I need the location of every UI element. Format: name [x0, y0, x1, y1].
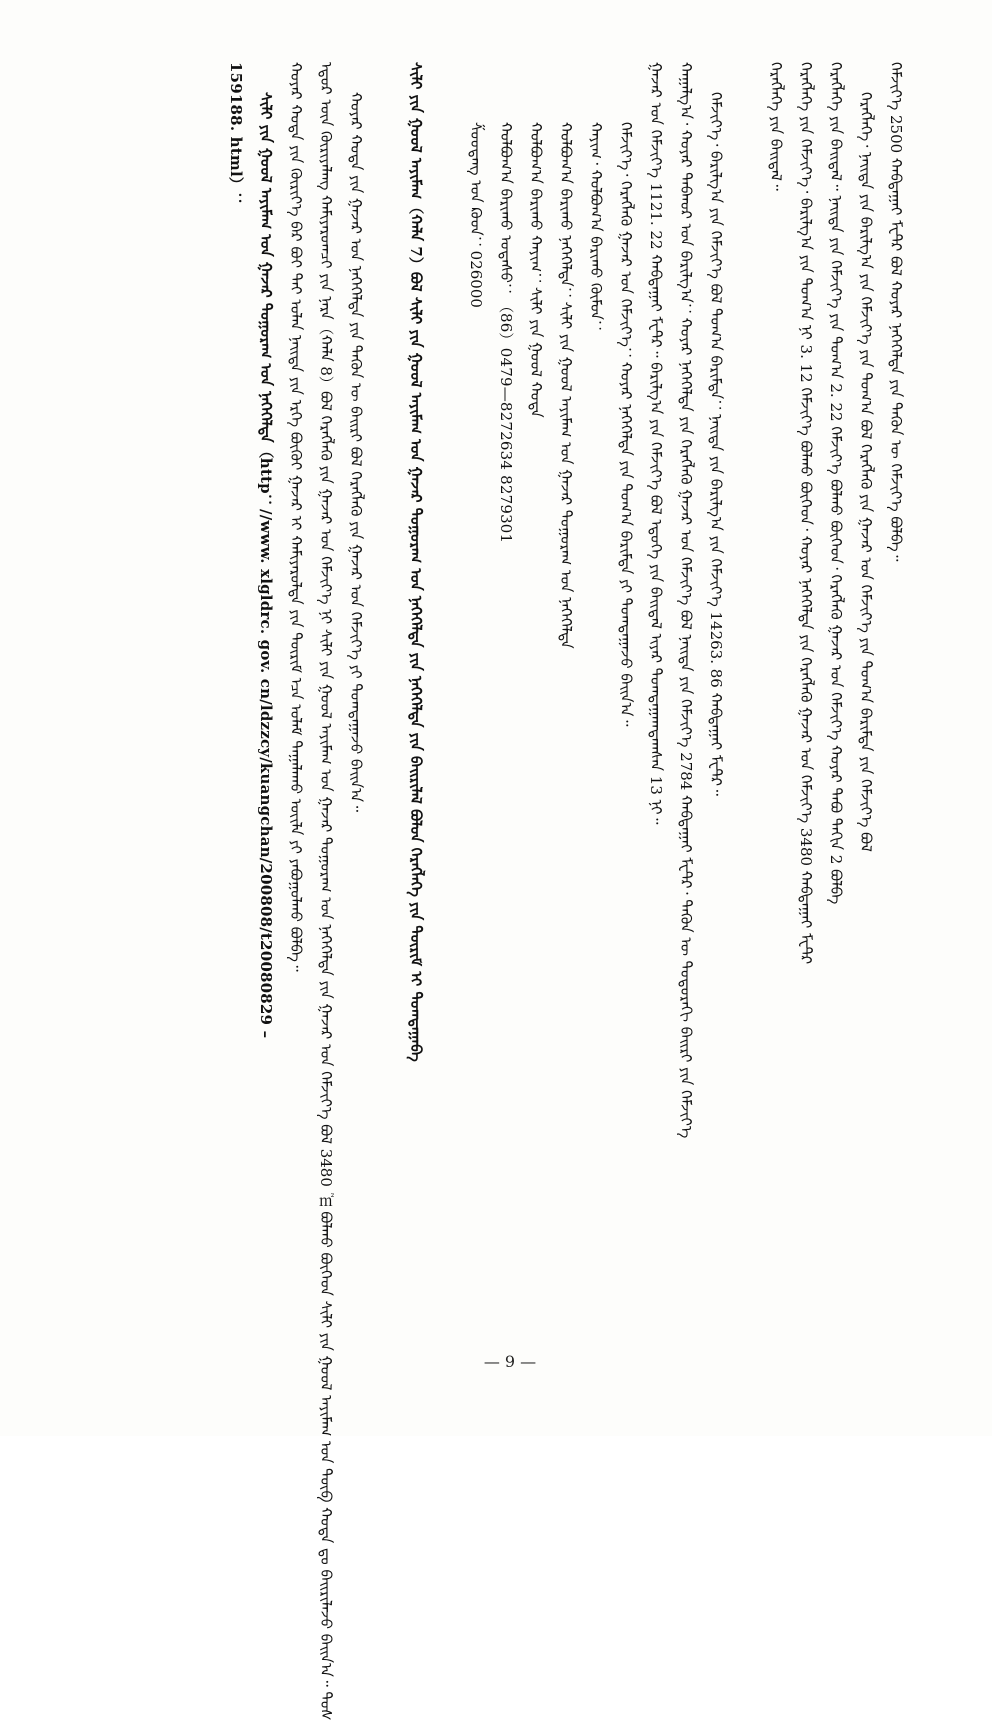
page-number: — 9 —	[483, 1352, 537, 1371]
text-column-3: ᠬᠣᠶᠠᠷ ᠬᠣᠳᠠ ᠶᠢᠨ ᠬᠦᠷᠢᠶ᠎ᠡ ᠪᠡᠷ ᠪᠤᠶ ᠲᠠᠢ ᠣᠯᠠᠨ ᠨᠡᠢᠲᠡ ᠶᠢᠨ ᠡᠷᠬᠡ ᠪᠦᠬᠦᠢ ᠭᠠᠵᠠᠷ ᠢ ᠬᠠᠮᠢᠶᠠᠷᠤᠯᠲᠠ ᠶᠢᠨ ᠳᠦᠷᠢᠮ ᠡᠴᠡ ᠤᠯᠠᠮ ᠲᠠᠭᠠᠯᠠᠬᠤ ᠦᠢᠯᠡ ᠶᠢ ᠶᠠᠪᠤᠭᠤᠯᠬᠤ ᠪᠣᠯᠪᠠ᠃	[287, 62, 305, 972]
contact-address: ᠬᠣᠯᠪᠣᠭ᠎ᠠ ᠪᠠᠷᠢᠬᠤ ᠬᠠᠶᠢᠭ：ᠰᠢᠯᠢ ᠶᠢᠨ ᠭᠣᠤᠯ ᠬᠣᠲᠠ	[527, 122, 545, 418]
contact-organization: ᠬᠣᠯᠪᠣᠭ᠎ᠠ ᠪᠠᠷᠢᠬᠤ ᠨᠡᠭᠡᠭᠡᠯᠲᠡ：ᠰᠢᠯᠢ ᠶᠢᠨ ᠭᠣᠤᠯ ᠠᠶᠢᠮᠠᠭ ᠤᠨ ᠭᠠᠵᠠᠷ ᠳᠤᠭᠤᠷᠠᠭ ᠤᠨ ᠨᠡᠭᠡᠭᠡᠯᠲᠡ	[557, 122, 575, 649]
text-column-5: ᠬᠣᠶᠠᠷ ᠬᠣᠳᠠ ᠶᠢᠨ ᠭᠠᠵᠠᠷ ᠤᠨ ᠨᠡᠭᠡᠭᠡᠯᠲᠡ ᠶᠢᠨ ᠲᠡᠭᠦᠨ ᠦ ᠪᠠᠢᠷᠢ ᠪᠣᠯ ᠬᠡᠷᠡᠭᠯᠡᠬᠦ ᠶᠢᠨ ᠭᠠᠵᠠᠷ ᠤᠨ ᠬᠡᠮᠵᠢᠶ᠎ᠡ ᠶᠢ ᠲᠣᠭᠲᠠᠭᠠᠵᠤ ᠪᠠᠢᠨ᠎ᠠ᠃	[347, 92, 365, 812]
postal-code: ᠱᠤᠤᠳᠠᠩ ᠤᠨ ᠺᠣᠳ：026000	[467, 122, 485, 308]
text-column-23: ᠬᠡᠮᠵᠢᠶ᠎ᠡ 2500 ᠬᠠᠪᠲᠠᠭᠠᠢ ᠮᠧᠲ᠋ᠷ ᠪᠣᠯ ᠬᠣᠶᠠᠷ ᠨᠡᠭᠡᠭᠡᠯᠲᠡ ᠶᠢᠨ ᠲᠡᠭᠦᠨ ᠦ ᠬᠡᠮᠵᠢᠶ᠎ᠡ ᠪᠣᠯᠪᠠ᠃	[887, 62, 905, 562]
text-column-17: ᠬᠡᠮᠵᠢᠶ᠎ᠡ᠂ ᠪᠠᠷᠢᠯᠭ᠎ᠠ ᠶᠢᠨ ᠬᠡᠮᠵᠢᠶ᠎ᠡ ᠪᠣᠯ ᠲᠣᠭ᠎ᠠ ᠪᠠᠷᠢᠮᠲᠠ：ᠨᠡᠢᠲᠡ ᠶᠢᠨ ᠪᠠᠷᠢᠯᠭ᠎ᠠ ᠶᠢᠨ ᠬᠡᠮᠵᠢᠶ᠎ᠡ 14263. 86 ᠬᠠᠪᠲᠠᠭᠠᠢ ᠮᠧᠲ᠋ᠷ᠃	[707, 92, 725, 796]
text-column-1: 159188. html）：	[227, 62, 245, 208]
text-column-16: ᠬᠠᠭᠠᠯᠭ᠎ᠠ᠂ ᠬᠣᠶᠠᠷ ᠳᠠᠪᠬᠤᠷ ᠤᠨ ᠪᠠᠷᠢᠯᠭ᠎ᠠ：ᠬᠣᠶᠠᠷ ᠨᠡᠭᠡᠭᠡᠯᠲᠡ ᠶᠢᠨ ᠬᠡᠷᠡᠭᠯᠡᠬᠦ ᠭᠠᠵᠠᠷ ᠤᠨ ᠬᠡᠮᠵᠢᠶ᠎ᠡ ᠪᠣᠯ ᠨᠡᠢᠲᠡ ᠶᠢᠨ ᠬᠡᠮᠵᠢᠶ᠎ᠡ 2784 ᠬᠠᠪᠲᠠᠭᠠᠢ ᠮᠧᠲ᠋ᠷ᠂ ᠲᠡᠭᠦᠨ ᠦ ᠳᠣᠲᠣᠷᠠᠬᠢ ᠪᠠᠢᠷᠢ ᠶᠢᠨ ᠬᠡᠮᠵᠢᠶ᠎ᠡ	[677, 62, 695, 1139]
text-column-4: ᠡᠳᠦᠷ ᠦᠨ ᠬᠦᠷᠢᠶᠡᠯᠡᠩ ᠬᠠᠮᠢᠶᠠᠷᠤᠭᠴᠢ ᠶᠢᠨ ᠨᠡᠷᠡ（ᠬᠠᠯᠠ 8）ᠪᠣᠯ ᠬᠡᠷᠡᠭᠯᠡᠬᠦ ᠶᠢᠨ ᠭᠠᠵᠠᠷ ᠤᠨ ᠬᠡᠮᠵᠢᠶ᠎ᠡ ᠨᠢ ᠰᠢᠯᠢ ᠶᠢᠨ ᠭᠣᠤᠯ ᠠᠶᠢᠮᠠᠭ ᠤᠨ ᠭᠠᠵᠠᠷ ᠳᠤᠭᠤᠷᠠᠭ ᠤᠨ ᠨᠡᠭᠡᠭᠡᠯᠲᠡ ᠶᠢᠨ ᠭᠠᠵᠠᠷ ᠤᠨ ᠬᠡᠮᠵᠢᠶ᠎ᠡ ᠪᠣᠯ 3480 ㎡ ᠪᠣᠯᠬᠤ ᠪᠥᠭᠡᠳ ᠰᠢᠯᠢ ᠶᠢᠨ ᠭᠣᠤᠯ ᠠᠶᠢᠮᠠᠭ ᠤᠨ ᠲᠥᠪ ᠬᠣᠲᠠ ᠳᠤ ᠪᠠᠢᠷᠢᠯᠠᠵᠤ ᠪᠠᠢᠨ᠎ᠠ᠃ ᠲᠤᠰ	[317, 62, 335, 1720]
text-column-2: ᠰᠢᠯᠢ ᠶᠢᠨ ᠭᠣᠤᠯ ᠠᠶᠢᠮᠠᠭ ᠤᠨ ᠭᠠᠵᠠᠷ ᠳᠤᠭᠤᠷᠠᠭ ᠤᠨ ᠨᠡᠭᠡᠭᠡᠯᠲᠡ（http：//www. xlgldrc. gov. cn/ldzzcy/kuangchan/200808/t20080829 –	[257, 92, 275, 1039]
text-column-22: ᠬᠡᠷᠡᠭᠯᠡᠭᠡ᠂ ᠨᠡᠢᠲᠡ ᠶᠢᠨ ᠪᠠᠷᠢᠯᠭ᠎ᠠ ᠶᠢᠨ ᠬᠡᠮᠵᠢᠶ᠎ᠡ ᠶᠢᠨ ᠲᠣᠭ᠎ᠠ ᠪᠣᠯ ᠬᠡᠷᠡᠭᠯᠡᠬᠦ ᠶᠢᠨ ᠭᠠᠵᠠᠷ ᠤᠨ ᠬᠡᠮᠵᠢᠶ᠎ᠡ ᠶᠢᠨ ᠲᠣᠭ᠎ᠠ ᠪᠠᠷᠢᠮᠲᠠ ᠶᠢᠨ ᠬᠡᠮᠵᠢᠶ᠎ᠡ ᠪᠣᠯ	[857, 92, 875, 852]
area-heading: ᠬᠡᠮᠵᠢᠶ᠎ᠡ᠂ ᠬᠡᠷᠡᠭᠯᠡᠬᠦ ᠭᠠᠵᠠᠷ ᠤᠨ ᠬᠡᠮᠵᠢᠶ᠎ᠡ：ᠬᠣᠶᠠᠷ ᠨᠡᠭᠡᠭᠡᠯᠲᠡ ᠶᠢᠨ ᠲᠣᠭ᠎ᠠ ᠪᠠᠷᠢᠮᠲᠠ ᠶᠢ ᠲᠣᠭᠲᠠᠭᠠᠵᠤ ᠪᠠᠢᠨ᠎ᠠ᠃	[617, 122, 635, 727]
contact-person: ᠬᠠᠶᠢᠭ᠂ ᠬᠣᠯᠪᠣᠭ᠎ᠠ ᠪᠠᠷᠢᠬᠤ ᠬᠦᠮᠦᠨ：	[587, 122, 605, 335]
text-column-19: ᠬᠡᠷᠡᠭᠯᠡᠭᠡ ᠶᠢᠨ ᠪᠠᠢᠳᠠᠯ᠃	[767, 62, 785, 191]
section-heading: ᠰᠢᠯᠢ ᠶᠢᠨ ᠭᠣᠤᠯ ᠠᠶᠢᠮᠠᠭ（ᠬᠠᠯᠠ 7）ᠪᠣᠯ ᠰᠢᠯᠢ ᠶᠢᠨ ᠭᠣᠤᠯ ᠠᠶᠢᠮᠠᠭ ᠤᠨ ᠭᠠᠵᠠᠷ ᠳᠤᠭᠤᠷᠠᠭ ᠤᠨ ᠨᠡᠭᠡᠭᠡᠯᠲᠡ ᠶᠢᠨ ᠨᠡᠭᠡᠭᠡᠯᠲᠡ ᠶᠢᠨ ᠪᠠᠢᠷᠢᠯᠠᠯ ᠪᠣᠯᠤᠨ ᠬᠡᠷᠡᠭᠯᠡᠭᠡ ᠶᠢᠨ ᠳᠦᠷᠢᠮ ᠢ ᠲᠣᠭᠲᠠᠭᠠᠪᠠ	[407, 62, 425, 1062]
text-column-21: ᠬᠡᠷᠡᠭᠯᠡᠭᠡ ᠶᠢᠨ ᠪᠠᠢᠳᠠᠯ᠃ ᠨᠡᠢᠲᠡ ᠶᠢᠨ ᠬᠡᠮᠵᠢᠶ᠎ᠡ ᠶᠢᠨ ᠲᠣᠭ᠎ᠠ 2. 22 ᠬᠡᠮᠵᠢᠶ᠎ᠡ ᠪᠣᠯᠬᠤ ᠪᠥᠭᠡᠳ᠂ ᠬᠡᠷᠡᠭᠯᠡᠬᠦ ᠭᠠᠵᠠᠷ ᠤᠨ ᠬᠡᠮᠵᠢᠶ᠎ᠡ ᠬᠣᠶᠠᠷ ᠲᠠᠪᠤ ᠳᠠᠬᠢᠨ 2 ᠪᠣᠯᠪᠠ	[827, 62, 845, 905]
phone-number: ᠬᠣᠯᠪᠣᠭ᠎ᠠ ᠪᠠᠷᠢᠬᠤ ᠤᠲᠠᠰᠤ：（86）0479—8272634 8279301	[497, 122, 515, 544]
text-column-20: ᠬᠡᠷᠡᠭᠯᠡᠭᠡ ᠶᠢᠨ ᠬᠡᠮᠵᠢᠶ᠎ᠡ᠂ ᠪᠠᠷᠢᠯᠭ᠎ᠠ ᠶᠢᠨ ᠲᠣᠭ᠎ᠠ ᠨᠢ 3. 12 ᠬᠡᠮᠵᠢᠶ᠎ᠡ ᠪᠣᠯᠬᠤ ᠪᠥᠭᠡᠳ᠂ ᠬᠣᠶᠠᠷ ᠨᠡᠭᠡᠭᠡᠯᠲᠡ ᠶᠢᠨ ᠬᠡᠷᠡᠭᠯᠡᠬᠦ ᠭᠠᠵᠠᠷ ᠤᠨ ᠬᠡᠮᠵᠢᠶ᠎ᠡ 3480 ᠬᠠᠪᠲᠠᠭᠠᠢ ᠮᠧᠲ᠋ᠷ	[797, 62, 815, 965]
text-column-15: ᠭᠠᠵᠠᠷ ᠤᠨ ᠬᠡᠮᠵᠢᠶ᠎ᠡ 1121. 22 ᠬᠠᠪᠲᠠᠭᠠᠢ ᠮᠧᠲ᠋ᠷ᠃ ᠪᠠᠷᠢᠯᠭ᠎ᠠ ᠶᠢᠨ ᠬᠡᠮᠵᠢᠶ᠎ᠡ ᠪᠣᠯ ᠡᠳᠦᠭᠡ ᠶᠢᠨ ᠪᠠᠢᠳᠠᠯ ᠢᠶᠠᠷ ᠲᠣᠭᠲᠠᠭᠠᠭᠳᠠᠭᠰᠠᠨ 13 ᠨᠢ᠃	[647, 62, 665, 825]
